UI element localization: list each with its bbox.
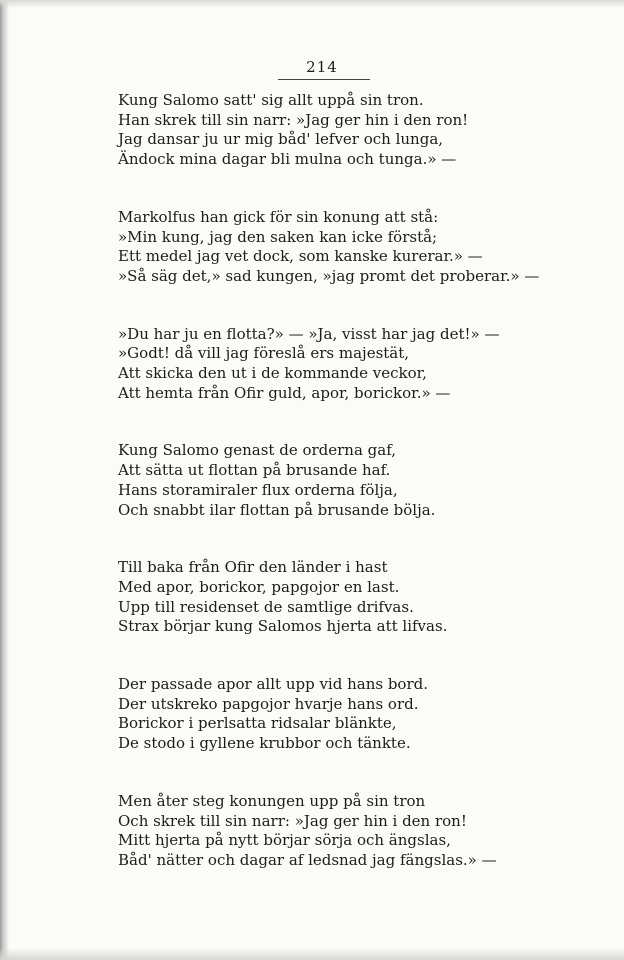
stanza-2 bbox=[118, 208, 588, 287]
page-edge-top bbox=[0, 0, 624, 8]
verse-line: Ett medel jag vet dock, som kanske kurerar.» — bbox=[118, 247, 483, 266]
verse-line: Upp till residenset de samtlige drifvas. bbox=[118, 597, 414, 616]
verse-line: Att sätta ut flottan på brusande haf. bbox=[118, 461, 391, 480]
poem-text bbox=[118, 91, 588, 909]
stanza-1 bbox=[118, 91, 588, 170]
verse-line: Och skrek till sin narr: »Jag ger hin i den ron! bbox=[118, 811, 467, 830]
verse-line: Han skrek till sin narr: »Jag ger hin i den ron! bbox=[118, 110, 469, 129]
verse-line: Båd' nätter och dagar af ledsnad jag fängslas.» — bbox=[118, 850, 497, 869]
verse-line: Ändock mina dagar bli mulna och tunga.» — bbox=[118, 150, 457, 169]
verse-line: Mitt hjerta på nytt börjar sörja och ängslas, bbox=[118, 831, 451, 850]
verse-line: Markolfus han gick för sin konung att stå: bbox=[118, 207, 439, 226]
verse-line: Med apor, borickor, papgojor en last. bbox=[118, 577, 400, 596]
verse-line: »Du har ju en flotta?» — »Ja, visst har jag det!» — bbox=[118, 324, 500, 343]
verse-line: Der utskreko papgojor hvarje hans ord. bbox=[118, 694, 419, 713]
verse-line: Kung Salomo satt' sig allt uppå sin tron. bbox=[118, 91, 424, 109]
verse-line: Och snabbt ilar flottan på brusande bölja. bbox=[118, 500, 436, 519]
stanza-7 bbox=[118, 792, 588, 871]
stanza-4 bbox=[118, 441, 588, 520]
stanza-3 bbox=[118, 325, 588, 404]
page-edge-left bbox=[0, 0, 9, 960]
verse-line: Der passade apor allt upp vid hans bord. bbox=[118, 675, 428, 694]
verse-line: Att skicka den ut i de kommande veckor, bbox=[118, 364, 427, 383]
stanza-5 bbox=[118, 558, 588, 637]
verse-line: Att hemta från Ofir guld, apor, borickor.» — bbox=[118, 383, 451, 402]
verse-line: »Godt! då vill jag föreslå ers majestät, bbox=[118, 344, 410, 363]
verse-line: »Så säg det,» sad kungen, »jag promt det proberar.» — bbox=[118, 266, 540, 285]
verse-line: De stodo i gyllene krubbor och tänkte. bbox=[118, 734, 411, 753]
page-number: 214 bbox=[306, 58, 338, 76]
verse-line: Till baka från Ofir den länder i hast bbox=[118, 558, 388, 577]
page-edge-bottom bbox=[0, 948, 624, 960]
verse-line: Kung Salomo genast de orderna gaf, bbox=[118, 441, 397, 460]
verse-line: »Min kung, jag den saken kan icke förstå; bbox=[118, 227, 438, 246]
verse-line: Men åter steg konungen upp på sin tron bbox=[118, 791, 426, 810]
stanza-6 bbox=[118, 675, 588, 754]
verse-line: Strax börjar kung Salomos hjerta att lifvas. bbox=[118, 617, 448, 636]
verse-line: Hans storamiraler flux orderna följa, bbox=[118, 480, 398, 499]
page-number-rule bbox=[278, 79, 370, 80]
verse-line: Borickor i perlsatta ridsalar blänkte, bbox=[118, 714, 397, 733]
verse-line: Jag dansar ju ur mig båd' lefver och lunga, bbox=[118, 130, 444, 149]
